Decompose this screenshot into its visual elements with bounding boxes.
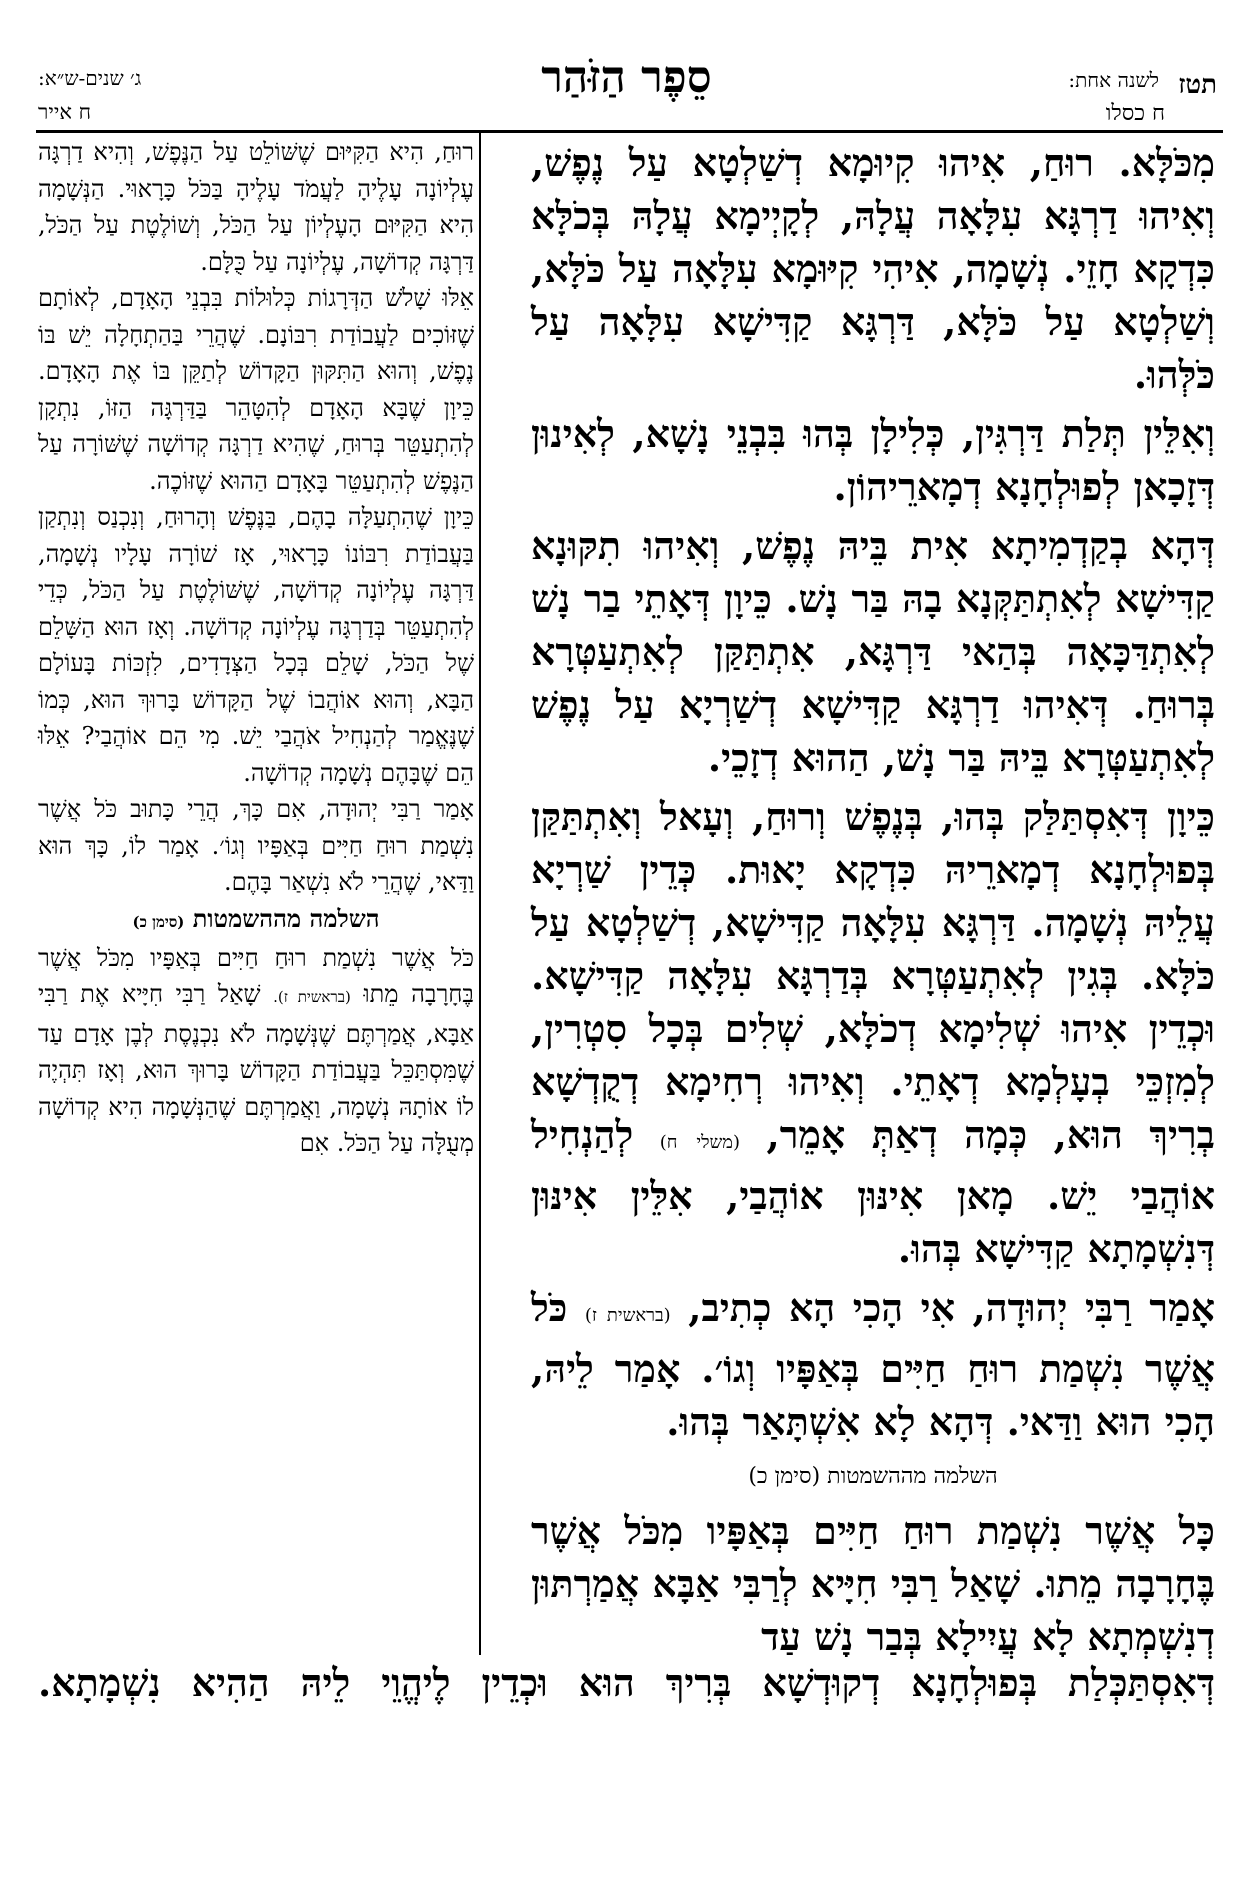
header-right-bottom: ח כסלו <box>1105 101 1165 126</box>
translation-text: שָׁאַל רַבִּי חִיָּיא אֶת רַבִּי אַבָּא, אֲמַרְתֶּם שֶׁנְּשָׁמָה לֹא נִכְנֶסֶת לְבֶן אָדָם עַד שֶׁמִּסְתַּכֵּל בַּעֲבוֹדַת הַקָּדוֹשׁ בָּרוּךְ הוּא, וְאָז תִּהְיֶה לוֹ אוֹתָהּ נְשָׁמָה, וַאֲמַרְתֶּם שֶׁהַנְּשָׁמָה הִיא קְדוֹשָׁה מְעֻלָּה עַל הַכֹּל. אִם <box>38 980 474 1157</box>
translation-paragraph: אָמַר רַבִּי יְהוּדָה, אִם כָּךְ, הֲרֵי כָּתוּב כֹּל אֲשֶׁר נִשְׁמַת רוּחַ חַיִּים בְּאַפָּיו וְגוֹ׳. אָמַר לוֹ, כָּךְ הוּא וַדַּאי, שֶׁהֲרֵי לֹא נִשְׁאַר בָּהֶם. <box>38 795 474 896</box>
main-paragraph <box>531 1281 1215 1448</box>
header-left-bottom: ח אייר <box>38 100 92 124</box>
translation-text: כֹּל אֲשֶׁר נִשְׁמַת רוּחַ חַיִּים בְּאַפָּיו מִכֹּל אֲשֶׁר בֶּחָרָבָה מֵתוּ <box>38 943 474 1008</box>
book-title: סֵפֶר הַזֹּהַר <box>541 52 712 103</box>
heading-text: השלמה מההשמטות <box>192 903 380 933</box>
translation-paragraph: רוּחַ, הִיא הַקִּיּוּם שֶׁשּׁוֹלֵט עַל הַנֶּפֶשׁ, וְהִיא דַרְגָּה עֶלְיוֹנָה עָלֶיהָ לַעֲמֹד עָלֶיהָ בַּכֹּל כָּרָאוּי. הַנְּשָׁמָה הִיא הַקִּיּוּם הָעֶלְיוֹן עַל הַכֹּל, וְשׁוֹלֶטֶת עַל הַכֹּל, דַּרְגָּה קְדוֹשָׁה, עֶלְיוֹנָה עַל כֻּלָּם. <box>38 138 475 276</box>
main-text: כֹּל אֲשֶׁר נִשְׁמַת רוּחַ חַיִּים בְּאַפָּיו וְגוֹ׳. אָמַר לֵיהּ, הָכִי הוּא וַדַּאי. דְּהָא לָא אִשְׁתָּאַר בְּהוּ. <box>531 1285 1215 1444</box>
main-paragraph <box>531 790 1215 1275</box>
page-number: תטז <box>1178 70 1217 100</box>
translation-paragraph: כֵּיוָן שֶׁהִתְעַלָּה בָהֶם, בַּנֶּפֶשׁ וְהָרוּחַ, וְנִכְנַס וְנִתְקַן בַּעֲבוֹדַת רִבּוֹנוֹ כָּרָאוּי, אָז שׁוֹרָה עָלָיו נְשָׁמָה, דַּרְגָּה עֶלְיוֹנָה קְדוֹשָׁה, שֶׁשּׁוֹלֶטֶת עַל הַכֹּל, כְּדֵי לְהִתְעַטֵּר בְּדַרְגָּה עֶלְיוֹנָה קְדוֹשָׁה. וְאָז הוּא הַשָּׁלֵם שֶׁל הַכֹּל, שָׁלֵם בְּכָל הַצְּדָדִים, לִזְכּוֹת בָּעוֹלָם הַבָּא, וְהוּא אוֹהֲבוֹ שֶׁל הַקָּדוֹשׁ בָּרוּךְ הוּא, כְּמוֹ שֶׁנֶּאֱמַר לְהַנְחִיל אֹהֲבַי יֵשׁ. מִי הֵם אוֹהֲבַי? אֵלּוּ הֵם שֶׁבָּהֶם נְשָׁמָה קְדוֹשָׁה. <box>38 503 474 787</box>
column-divider <box>479 133 481 1655</box>
translation-column <box>38 134 474 1162</box>
translation-paragraph <box>38 940 474 1162</box>
main-paragraph: כָּל אֲשֶׁר נִשְׁמַת רוּחַ חַיִּים בְּאַפָּיו מִכֹּל אֲשֶׁר בֶּחָרָבָה מֵתוּ. שָׁאַל רַבִּי חִיָּיא לְרַבִּי אַבָּא אֲמַרְתּוּן דְנִשְׁמְתָא לָא עֲיִילָא בְּבַר נָשׁ עַד <box>531 1508 1215 1659</box>
main-text: לְהַנְחִיל אוֹהֲבַי יֵשׁ. מָאן אִינּוּן אוֹהֲבַי, אִלֵּין אִינּוּן דְּנִשְׁמָתָא קַדִּישָׁא בְּהוּ. <box>531 1112 1215 1271</box>
source-reference: (בראשית ז). <box>273 988 351 1006</box>
main-paragraph: וְאִלֵּין תְּלַת דַּרְגִּין, כְּלִילָן בְּהוּ בִּבְנֵי נָשָׁא, לְאִינוּן דְּזָכָאן לְפוּלְחָנָא דְמָארֵיהוֹן. <box>531 411 1215 509</box>
main-text: כְּמָה דְאַתְּ אָמֵר, <box>766 1112 1028 1157</box>
heading-reference: (סימן כ) <box>132 912 185 931</box>
full-width-last-line: דְּאִסְתַּכְּלַת בְּפוּלְחָנָא דְקוּדְשָׁא בְּרִיךְ הוּא וּכְדֵין לֶיהֱוֵי לֵיהּ הַהִיא נִשְׁמָתָא. <box>38 1660 1215 1705</box>
source-reference: (בראשית ז) <box>584 1305 671 1326</box>
main-paragraph: מִכֹּלָּא. רוּחַ, אִיהוּ קִיוּמָא דְשַׁלְטָא עַל נֶפֶשׁ, וְאִיהוּ דַרְגָּא עִלָּאָה עֲלָהּ, לְקָיְימָא עֲלָהּ בְּכֹלָּא כִּדְקָא חָזֵי. נְשָׁמָה, אִיהִי קִיּוּמָא עִלָּאָה עַל כֹּלָּא, וְשַׁלְטָא עַל כֹּלָּא, דַּרְגָּא קַדִּישָׁא עִלָּאָה עַל כֹּלְּהוּ. <box>531 140 1215 397</box>
main-text: כֵּיוָן דְּאִסְתַּלַּק בְּהוּ, בְּנֶפֶשׁ וְרוּחַ, וְעָאל וְאִתְתַּקַּן בְּפוּלְחָנָא דְמָארֵיהּ כִּדְקָא יָאוּת. כְּדֵין שַׁרְיָא עֲלֵיהּ נְשָׁמָה. דַּרְגָּא עִלָּאָה קַדִּישָׁא, דְשַׁלְטָא עַל כֹּלָּא. בְּגִין לְאִתְעַטְּרָא בְּדַרְגָּא עִלָּאָה קַדִּישָׁא. וּכְדֵין אִיהוּ שְׁלִימָא דְכֹלָּא, שְׁלִים בְּכָל סִטְרִין, לְמִזְכֵּי בְעָלְמָא דְאָתֵי. וְאִיהוּ רְחִימָא דְקֻדְשָׁא בְרִיךְ הוּא, <box>531 794 1215 1157</box>
translation-section-heading <box>38 901 474 940</box>
main-paragraph: דְּהָא בְקַדְמִיתָא אִית בֵּיהּ נֶפֶשׁ, וְאִיהוּ תִקּוּנָא קַדִּישָׁא לְאִתְתַּקְּנָא בָהּ בַּר נָשׁ. כֵּיוָן דְּאָתֵי בַר נָשׁ לְאִתְדַּכָּאָה בְּהַאי דַּרְגָּא, אִתְתַּקַּן לְאִתְעַטְּרָא בְּרוּחַ. דְּאִיהוּ דַרְגָּא קַדִּישָׁא דְשַׁרְיָא עַל נֶפֶשׁ לְאִתְעַטְּרָא בֵּיהּ בַּר נָשׁ, הַהוּא דְזָכֵי. <box>531 523 1215 780</box>
header-right-top: לשנה אחת: <box>1068 68 1159 92</box>
main-text: אָמַר רַבִּי יְהוּדָה, אִי הָכִי הָא כְתִיב, <box>688 1285 1215 1330</box>
header-left-top: ג׳ שנים-ש״א: <box>38 66 142 90</box>
source-reference: (משלי ח) <box>659 1132 740 1153</box>
header-rule <box>36 130 1223 133</box>
section-heading: השלמה מההשמטות (סימן כ) <box>748 1464 998 1489</box>
translation-paragraph: אֵלּוּ שָׁלֹשׁ הַדְּרָגוֹת כְּלוּלוֹת בִּבְנֵי הָאָדָם, לְאוֹתָם שֶׁזּוֹכִים לַעֲבוֹדַת רִבּוֹנָם. שֶׁהֲרֵי בַּהַתְחָלָה יֵשׁ בּוֹ נֶפֶשׁ, וְהוּא הַתִּקּוּן הַקָּדוֹשׁ לְתַקֵּן בּוֹ אֶת הָאָדָם. כֵּיוָן שֶׁבָּא הָאָדָם לְהִטָּהֵר בַּדַּרְגָּה הַזּוֹ, נִתְקָן לְהִתְעַטֵּר בְּרוּחַ, שֶׁהִיא דַרְגָּה קְדוֹשָׁה שֶׁשּׁוֹרָה עַל הַנֶּפֶשׁ לְהִתְעַטֵּר בָּאָדָם הַהוּא שֶׁזּוֹכֶה. <box>38 284 474 495</box>
main-text-column <box>531 136 1215 1663</box>
